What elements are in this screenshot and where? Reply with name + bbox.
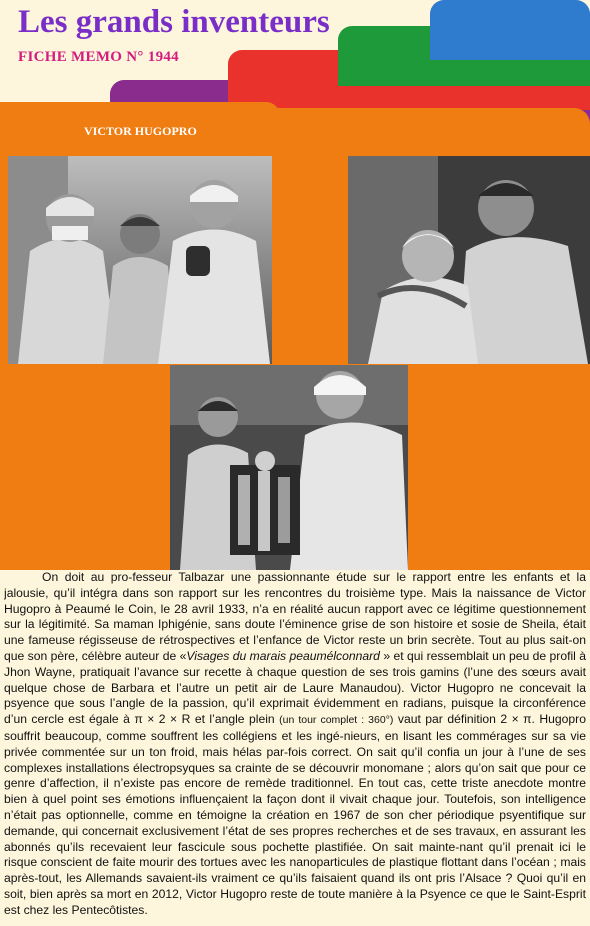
article-part-3: vaut par définition 2 × π. Hugopro souffrit beaucoup, comme souffrent les collégiens et les ingé-nieurs, en lisant les commérages sur sa vie privée commentée sur un ton froid, mais hélas par-fois correct. On sait qu’il confia un jour à l’une de ses complexes installations électropsyques sa crainte de se découvrir monomane ; alors qu’on sait que pour ce genre d’affection, il n’existe pas encore de remède traditionnel. En tout cas, cette triste anecdote montre bien à quel point ses émotions influençaient la façon dont il vivait chaque jour. Toutefois, son intelligence n’était pas optionnelle, comme en témoigne la création en 1967 de son cher périodique psyentifique sur demande, qui concernait exclusivement l’état de ses propres recherches et de ses travaux, en assurant les abonnés qu’ils recevaient leur fascicule sous pochette plastifiée. On sait mainte-nant qu’il prenait ici le risque conscient de faite mourir des tortues avec les nanoparticules de plastique flottant dans l’océan ; mais après-tout, les Allemands savaient-ils vraiment ce qu’ils faisaient quand ils ont pris l’Alsace ? Quoi qu’il en soit, bien après sa mort en 2012, Victor Hugopro reste de toute manière à la Psyence ce que le Saint-Esprit est chez les Pentecôtistes.: [4, 712, 586, 917]
film-title: Visages du marais peaumélconnard: [186, 648, 380, 663]
article-part-1: On doit au pro-fesseur Talbazar une passionnante étude sur le rapport entre les enfants et la jalousie, qu’il intégra dans son rapport sur les rencontres du troisième type. Mais la naissance de Victor Hugopro à Peaumé le Coin, le 28 avril 1933, n’a en réalité aucun rapport avec ce légitime questionnement sur la légitimité. Sa maman Iphigénie, sans doute l’éminence grise de son histoire et sosie de Sheila, était une fameuse régisseuse de rétrospectives et l’enfance de Victor reste un brin secrète. Tout au plus sait-on que son père, célèbre auteur de «: [4, 570, 586, 663]
person-name: VICTOR HUGOPRO: [84, 124, 197, 138]
article-part-2: » et qui ressemblait un peu de profil à Jhon Wayne, pratiquait l’avance sur recette à chaque question de ses trois gamins (l’une des sœurs avait quelque chose de Barbara et l’autre un petit air de Laure Manaudou). Victor Hugopro ne concevait la psyence que sous l’angle de la passion, qu’il exprimait évidemment en radians, puisque la circonférence d’un cercle est égale à π × 2 × R et l’angle plein: [4, 648, 586, 727]
article-body: [4, 570, 586, 926]
article-note: (un tour complet : 360°): [279, 714, 394, 727]
memo-number: FICHE MEMO N° 1944: [18, 49, 179, 65]
photo-surgeons: [8, 156, 272, 364]
decorative-tab-blue: [430, 0, 590, 60]
page-title: Les grands inventeurs: [18, 4, 330, 40]
photo-laboratory: [170, 365, 408, 570]
photo-couple: [348, 156, 590, 364]
